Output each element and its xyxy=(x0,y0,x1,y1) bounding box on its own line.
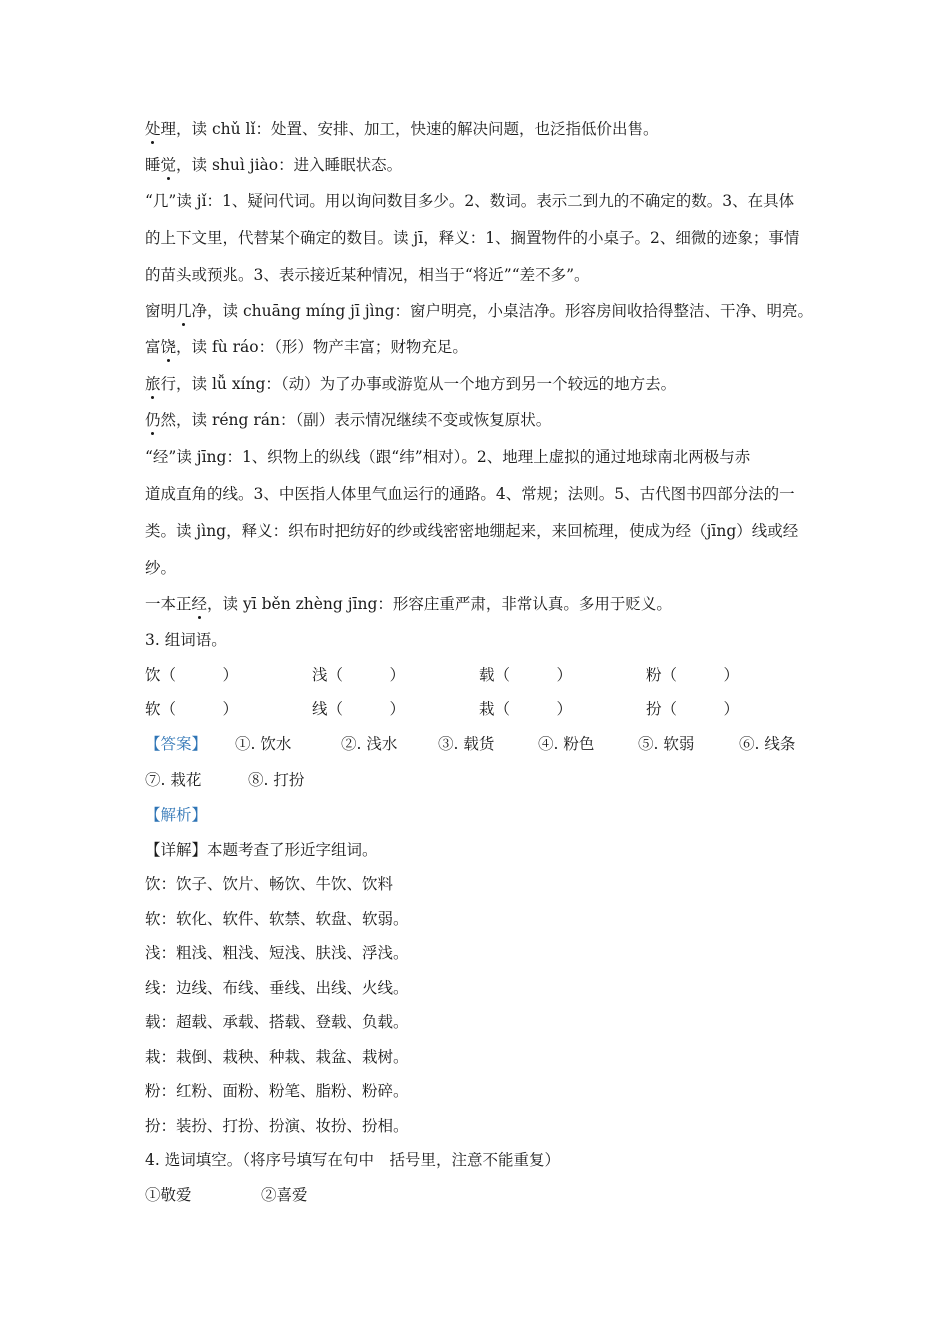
blank-item: 栽（ ） xyxy=(479,700,573,718)
emph-char: 觉 xyxy=(160,156,177,174)
word-list-line: 栽：栽倒、栽秧、种栽、栽盆、栽树。 xyxy=(145,1048,409,1066)
blank-item: 扮（ ） xyxy=(646,700,740,718)
answer-item: ⑤. 软弱 xyxy=(638,735,695,753)
jing-note-line-2: 道成直角的线。3、中医指人体里气血运行的通路。4、常规；法则。5、古代图书四部分法的一 xyxy=(145,485,795,503)
jing-note-line-3: 类。读 jìng，释义：织布时把纺好的纱或线密密地绷起来，来回梳理，使成为经（jīng）线或经 xyxy=(145,522,799,540)
entry-rengran: 仍然，读 réng rán：（副）表示情况继续不变或恢复原状。 xyxy=(145,411,552,429)
blank-item: 饮（ ） xyxy=(145,666,239,684)
answer-item: ⑧. 打扮 xyxy=(248,771,305,789)
answer-item: ⑦. 栽花 xyxy=(145,771,202,789)
blank-item: 粉（ ） xyxy=(646,666,740,684)
word-list-line: 扮：装扮、打扮、扮演、妆扮、扮相。 xyxy=(145,1117,409,1135)
word-list-line: 饮：饮子、饮片、畅饮、牛饮、饮料 xyxy=(145,875,394,893)
ji-note-line-1: “几”读 jǐ：1、疑问代词。用以询问数目多少。2、数词。表示二到九的不确定的数。3、在具体 xyxy=(145,192,795,210)
question-3-title: 3. 组词语。 xyxy=(145,631,227,649)
answer-item: ⑥. 线条 xyxy=(739,735,796,753)
blank-item: 浅（ ） xyxy=(312,666,406,684)
answer-row-1 xyxy=(145,733,835,755)
emph-char: 处 xyxy=(145,120,161,138)
blank-item: 软（ ） xyxy=(145,700,239,718)
word-list-line: 粉：红粉、面粉、粉笔、脂粉、粉碎。 xyxy=(145,1082,409,1100)
entry-lvxing: 旅行，读 lǚ xíng：（动）为了办事或游览从一个地方到另一个较远的地方去。 xyxy=(145,375,677,393)
answer-row-2 xyxy=(145,769,835,791)
entry-furao: 富饶，读 fù ráo：（形）物产丰富；财物充足。 xyxy=(145,338,468,356)
answer-item: ③. 载货 xyxy=(438,735,495,753)
option-item: ②喜爱 xyxy=(261,1186,308,1204)
question-4-title: 4. 选词填空。（将序号填写在句中 括号里，注意不能重复） xyxy=(145,1151,560,1169)
answer-item: ④. 粉色 xyxy=(538,735,595,753)
entry-chuangmingjijing: 窗明几净，读 chuāng míng jī jìng：窗户明亮，小桌洁净。形容房间收拾得整洁、干净、明亮。 xyxy=(145,302,814,320)
word-row-1 xyxy=(145,664,835,686)
emph-char: 仍 xyxy=(145,411,161,429)
word-list-line: 软：软化、软件、软禁、软盘、软弱。 xyxy=(145,910,409,928)
answer-label: 【答案】 xyxy=(145,735,208,753)
detail-line: 【详解】本题考查了形近字组词。 xyxy=(145,841,378,859)
blank-item: 载（ ） xyxy=(479,666,573,684)
option-item: ①敬爱 xyxy=(145,1186,192,1204)
analysis-label: 【解析】 xyxy=(145,806,208,824)
emph-char: 旅 xyxy=(145,375,161,393)
word-list-line: 线：边线、布线、垂线、出线、火线。 xyxy=(145,979,409,997)
entry-yibenzhengjing: 一本正经，读 yī běn zhèng jīng：形容庄重严肃，非常认真。多用于贬义。 xyxy=(145,595,672,613)
word-list-line: 载：超载、承载、搭载、登载、负载。 xyxy=(145,1013,409,1031)
word-row-2 xyxy=(145,698,835,720)
word-list-line: 浅：粗浅、粗浅、短浅、肤浅、浮浅。 xyxy=(145,944,409,962)
answer-item: ①. 饮水 xyxy=(235,735,292,753)
entry-chuli: 处理，读 chǔ lǐ：处置、安排、加工，快速的解决问题，也泛指低价出售。 xyxy=(145,120,659,138)
blank-item: 线（ ） xyxy=(312,700,406,718)
emph-char: 几 xyxy=(176,302,192,320)
ji-note-line-3: 的苗头或预兆。3、表示接近某种情况，相当于“将近”“差不多”。 xyxy=(145,266,590,284)
option-row xyxy=(145,1184,835,1206)
answer-item: ②. 浅水 xyxy=(341,735,398,753)
ji-note-line-2: 的上下文里，代替某个确定的数目。读 jī，释义：1、搁置物件的小桌子。2、细微的迹象；事情 xyxy=(145,229,800,247)
jing-note-line-1: “经”读 jīng：1、织物上的纵线（跟“纬”相对）。2、地理上虚拟的通过地球南北两极与赤 xyxy=(145,448,751,466)
emph-char: 经 xyxy=(191,595,208,613)
emph-char: 饶 xyxy=(160,338,177,356)
jing-note-line-4: 纱。 xyxy=(145,559,177,577)
entry-shuijiao: 睡觉，读 shuì jiào：进入睡眠状态。 xyxy=(145,156,403,174)
